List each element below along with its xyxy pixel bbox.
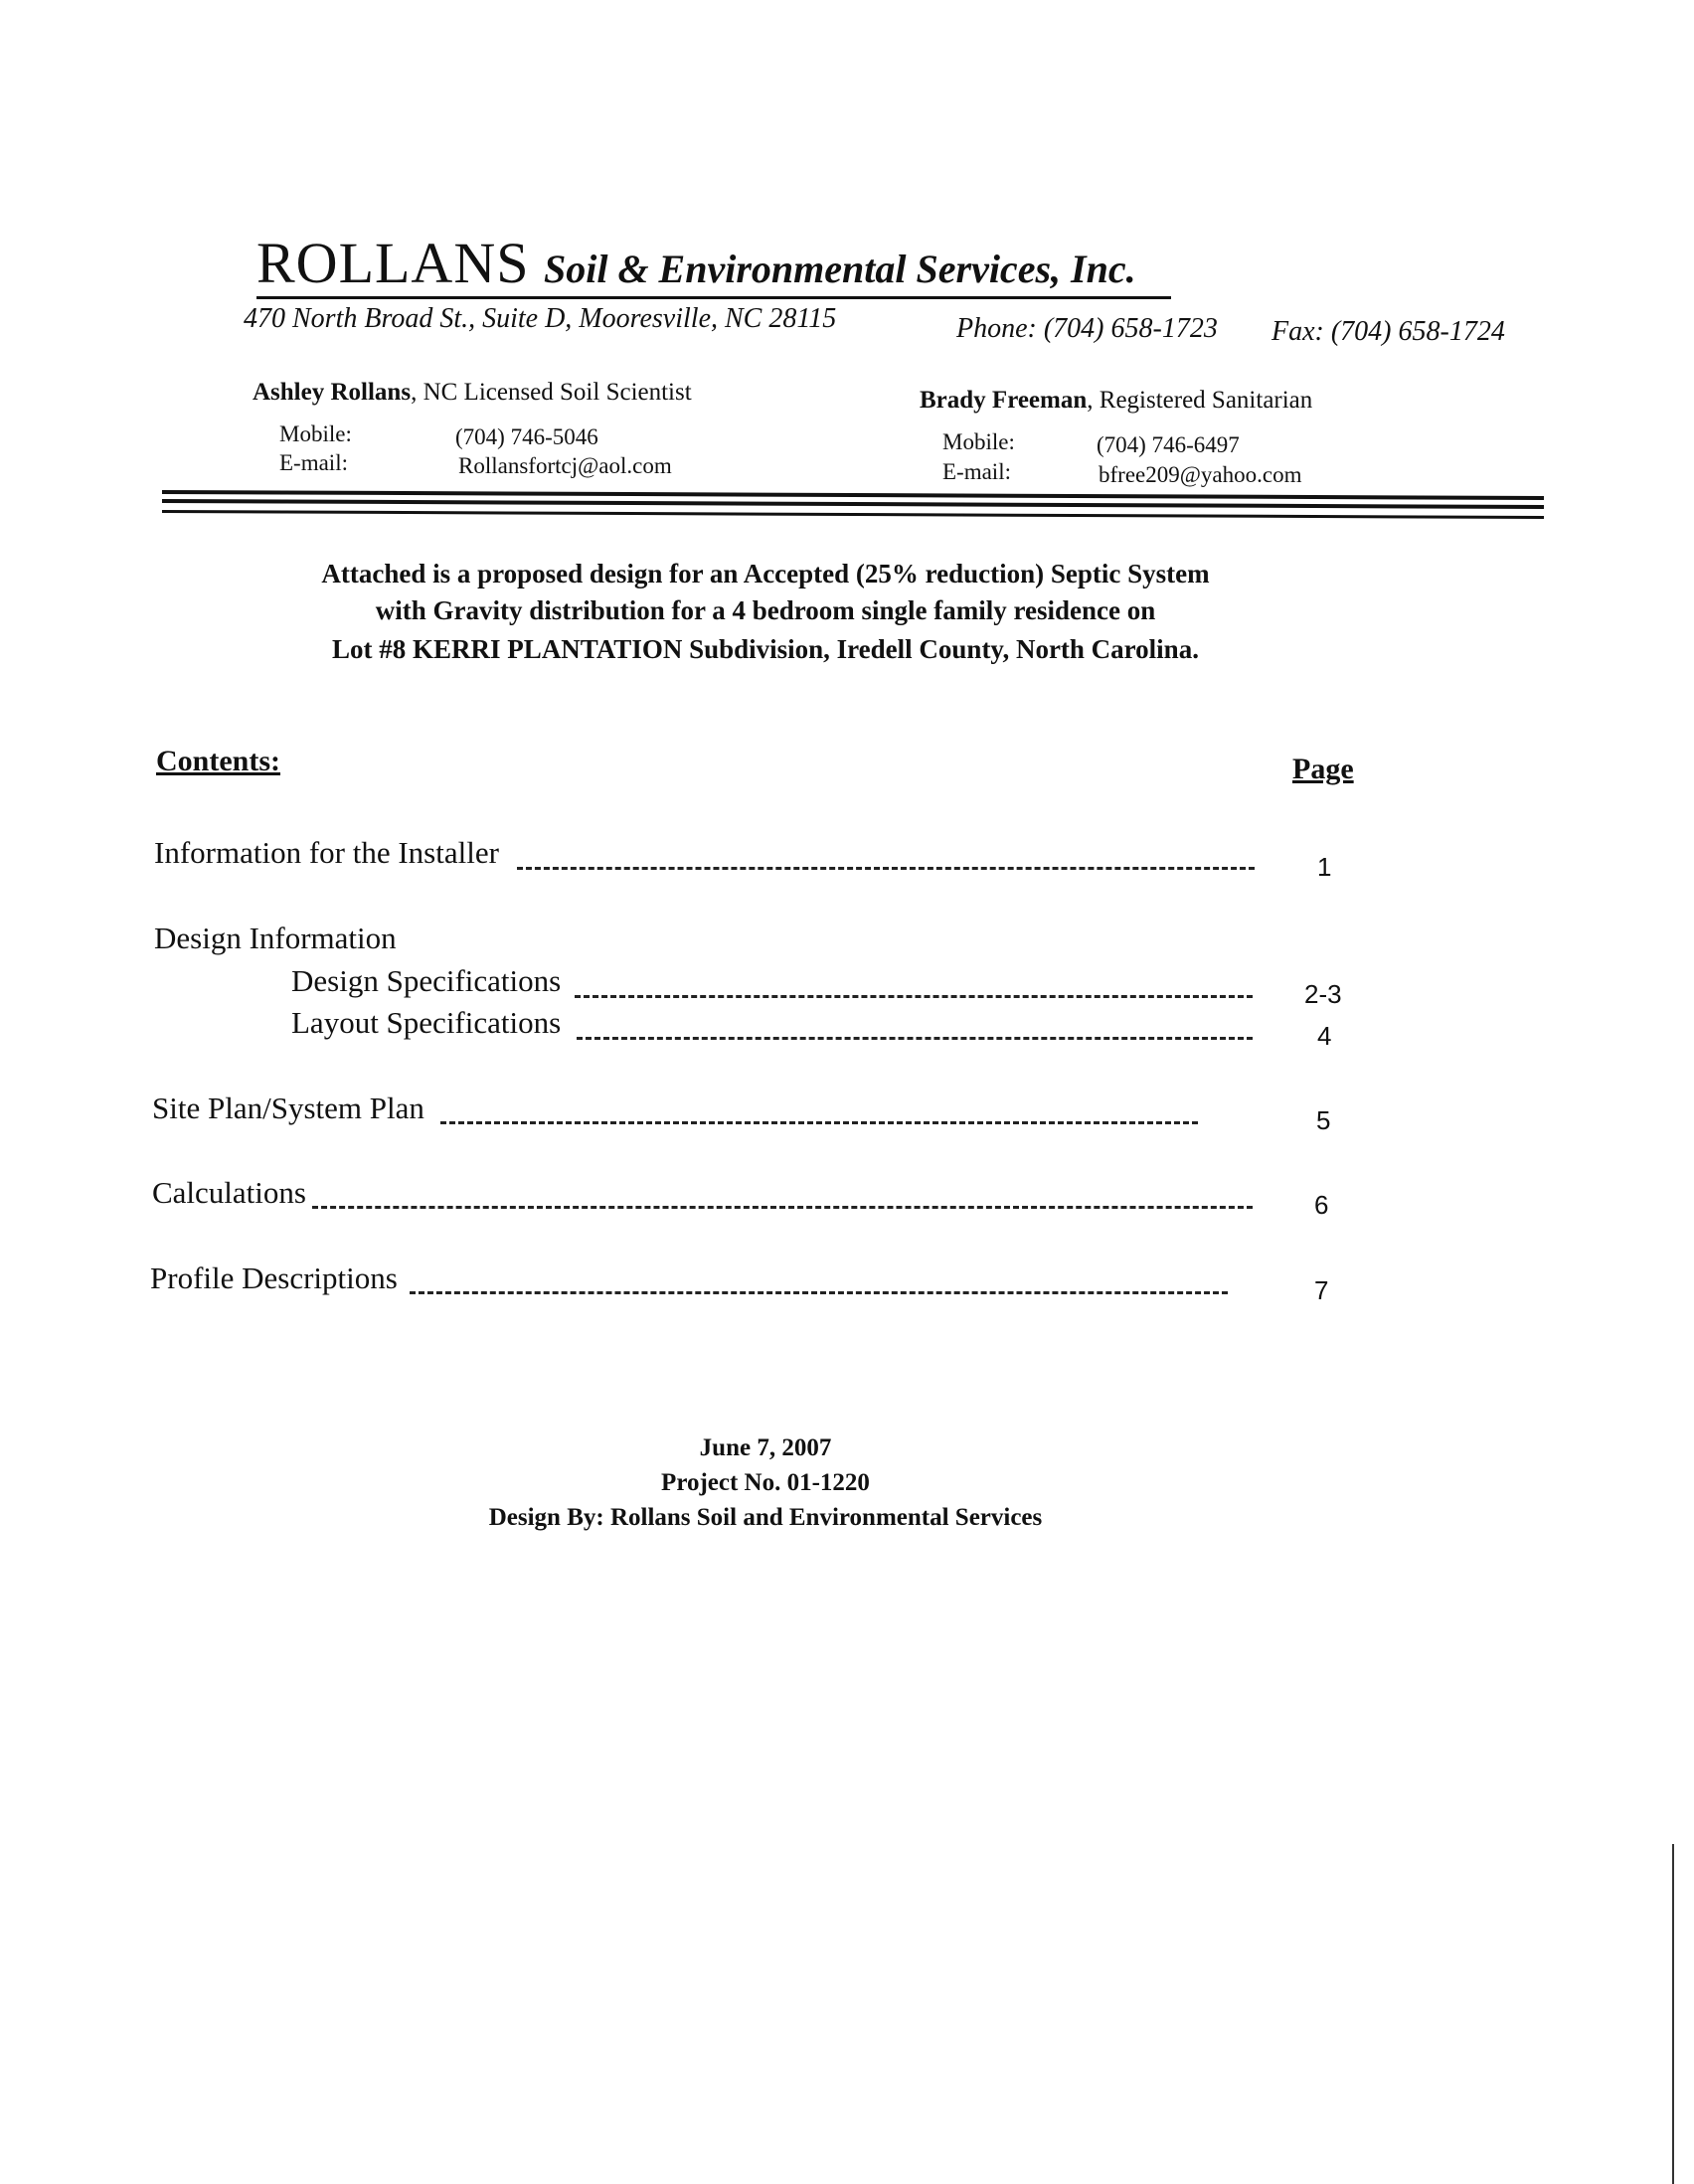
heading-line-1: Attached is a proposed design for an Accepted (25% reduction) Septic System (321, 559, 1210, 588)
heading-line-3: Lot #8 KERRI PLANTATION Subdivision, Iredell County, North Carolina. (332, 634, 1199, 664)
page-column-header: Page (1292, 753, 1354, 785)
company-name (256, 231, 1136, 295)
toc-page-profile-descriptions: 7 (1314, 1275, 1329, 1305)
toc-item-profile-descriptions: Profile Descriptions (150, 1260, 398, 1295)
toc-leader-site-plan (440, 1121, 1198, 1124)
contact-brady-mobile-label: Mobile: (942, 429, 1015, 454)
company-name-underline (256, 296, 1171, 299)
toc-leader-profile-descriptions (410, 1291, 1228, 1294)
footer-design-by: Design By: Rollans Soil and Environmental Services (488, 1504, 1043, 1531)
letterhead-rule-top (162, 490, 1544, 500)
contact-ashley-name: Ashley Rollans (253, 379, 412, 406)
toc-item-site-plan: Site Plan/System Plan (152, 1091, 424, 1125)
contact-ashley-mobile: (704) 746-5046 (455, 424, 598, 449)
toc-page-installer: 1 (1317, 852, 1332, 882)
toc-page-layout-specifications: 4 (1317, 1021, 1332, 1051)
letterhead-rule-bottom (162, 510, 1544, 519)
footer-project-number: Project No. 01-1220 (661, 1469, 870, 1496)
contents-title: Contents: (156, 745, 280, 777)
contact-ashley-title: , NC Licensed Soil Scientist (411, 379, 692, 406)
contact-brady-name: Brady Freeman (920, 387, 1088, 414)
contact-ashley-name-line (253, 379, 692, 407)
toc-item-installer: Information for the Installer (154, 835, 499, 870)
contact-brady-title: , Registered Sanitarian (1087, 387, 1313, 414)
scan-edge-line (1672, 1844, 1674, 2184)
toc-leader-design-specifications (575, 995, 1253, 998)
toc-page-design-specifications: 2-3 (1304, 979, 1342, 1009)
toc-page-calculations: 6 (1314, 1190, 1329, 1220)
letterhead-rule-middle (162, 499, 1544, 509)
footer-date: June 7, 2007 (699, 1434, 832, 1461)
contact-brady-email: bfree209@yahoo.com (1099, 462, 1302, 487)
toc-leader-installer (517, 867, 1255, 870)
toc-item-calculations: Calculations (152, 1175, 306, 1210)
toc-page-site-plan: 5 (1316, 1105, 1331, 1135)
contact-brady-name-line (920, 387, 1312, 415)
contact-brady-email-label: E-mail: (942, 459, 1011, 484)
toc-leader-calculations (312, 1206, 1253, 1209)
company-fax: Fax: (704) 658-1724 (1271, 316, 1505, 347)
contact-brady-mobile: (704) 746-6497 (1097, 432, 1240, 457)
toc-leader-layout-specifications (577, 1037, 1253, 1040)
company-address: 470 North Broad St., Suite D, Mooresville, NC 28115 (244, 303, 837, 334)
contact-ashley-email: Rollansfortcj@aol.com (458, 453, 672, 478)
heading-line-2: with Gravity distribution for a 4 bedroom single family residence on (375, 595, 1156, 625)
toc-item-design-information: Design Information (154, 921, 397, 955)
toc-item-design-specifications: Design Specifications (291, 963, 562, 998)
company-phone: Phone: (704) 658-1723 (956, 313, 1218, 344)
contact-ashley-email-label: E-mail: (279, 450, 348, 475)
company-name-main: ROLLANS (256, 231, 530, 295)
toc-item-layout-specifications: Layout Specifications (291, 1005, 562, 1040)
contact-ashley-mobile-label: Mobile: (279, 421, 352, 446)
company-name-sub: Soil & Environmental Services, Inc. (543, 247, 1136, 291)
